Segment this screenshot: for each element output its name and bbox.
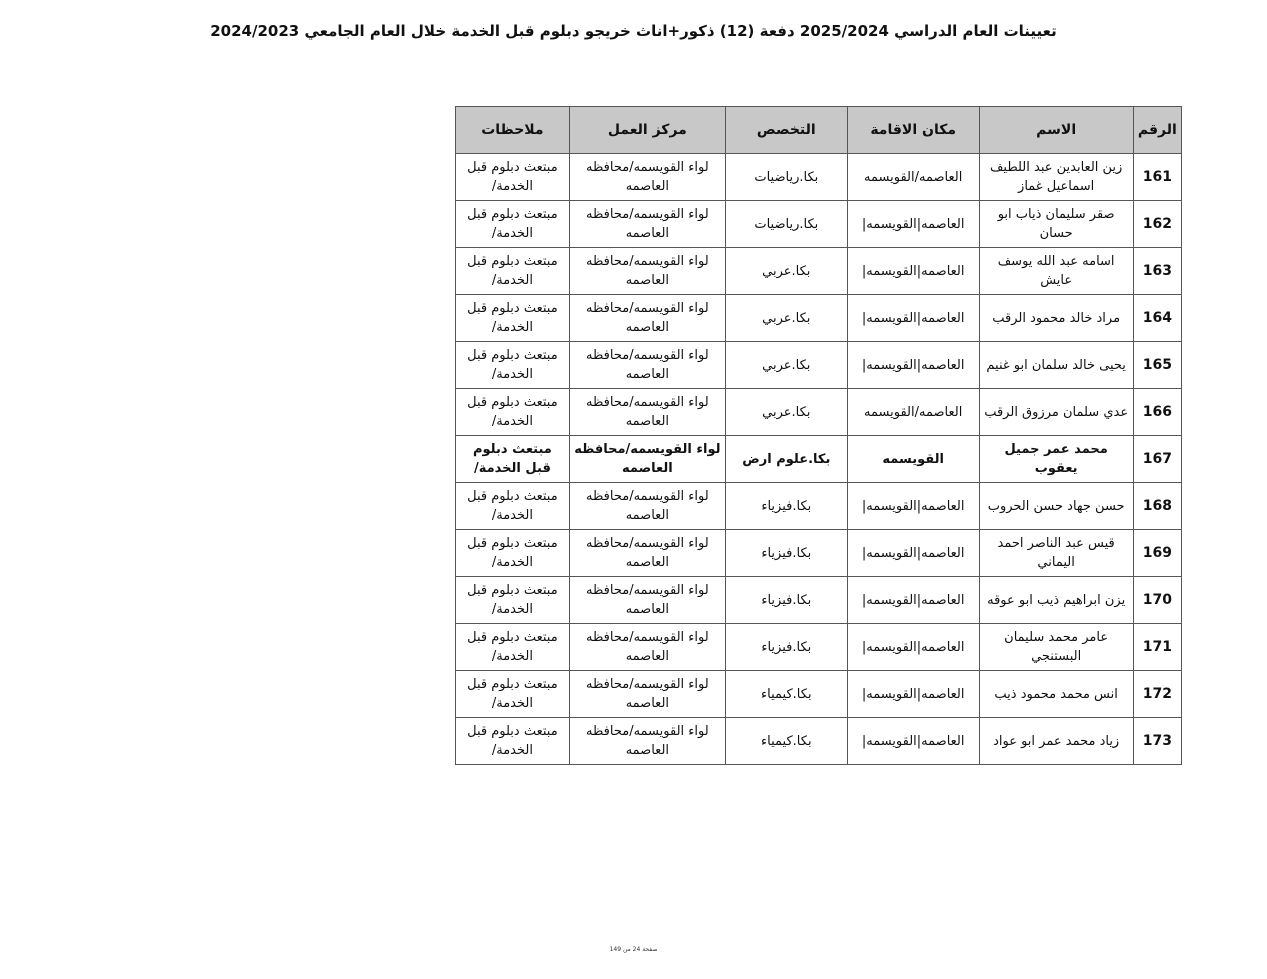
cell-notes: مبتعث دبلوم قبل الخدمة/ bbox=[456, 248, 570, 295]
cell-name: زياد محمد عمر ابو عواد bbox=[979, 718, 1133, 765]
cell-residence: العاصمه|القويسمه| bbox=[847, 201, 979, 248]
cell-notes: مبتعث دبلوم قبل الخدمة/ bbox=[456, 718, 570, 765]
cell-number: 170 bbox=[1133, 577, 1181, 624]
table-row bbox=[456, 154, 1182, 201]
cell-residence: العاصمه|القويسمه| bbox=[847, 718, 979, 765]
cell-specialization: بكا.فيزياء bbox=[725, 624, 847, 671]
cell-work-center: لواء القويسمه/محافظه العاصمه bbox=[569, 671, 725, 718]
cell-notes: مبتعث دبلوم قبل الخدمة/ bbox=[456, 530, 570, 577]
table-row bbox=[456, 389, 1182, 436]
cell-notes: مبتعث دبلوم قبل الخدمة/ bbox=[456, 154, 570, 201]
cell-number: 173 bbox=[1133, 718, 1181, 765]
cell-residence: العاصمه|القويسمه| bbox=[847, 624, 979, 671]
cell-specialization: بكا.عربي bbox=[725, 295, 847, 342]
table-row bbox=[456, 530, 1182, 577]
cell-number: 163 bbox=[1133, 248, 1181, 295]
cell-residence: العاصمه/القويسمه bbox=[847, 154, 979, 201]
cell-residence: العاصمه|القويسمه| bbox=[847, 577, 979, 624]
header-specialization: التخصص bbox=[725, 107, 847, 154]
cell-number: 169 bbox=[1133, 530, 1181, 577]
cell-residence: العاصمه|القويسمه| bbox=[847, 530, 979, 577]
cell-notes: مبتعث دبلوم قبل الخدمة/ bbox=[456, 295, 570, 342]
cell-residence: العاصمه|القويسمه| bbox=[847, 248, 979, 295]
cell-name: اسامه عبد الله يوسف عايش bbox=[979, 248, 1133, 295]
cell-residence: القويسمه bbox=[847, 436, 979, 483]
cell-specialization: بكا.فيزياء bbox=[725, 577, 847, 624]
cell-residence: العاصمه|القويسمه| bbox=[847, 342, 979, 389]
page-footer: صفحة 24 من 149 bbox=[609, 946, 658, 953]
cell-specialization: بكا.فيزياء bbox=[725, 483, 847, 530]
table-row bbox=[456, 671, 1182, 718]
cell-name: صقر سليمان ذياب ابو حسان bbox=[979, 201, 1133, 248]
cell-name: محمد عمر جميل يعقوب bbox=[979, 436, 1133, 483]
cell-specialization: بكا.رياضيات bbox=[725, 201, 847, 248]
cell-specialization: بكا.رياضيات bbox=[725, 154, 847, 201]
cell-notes: مبتعث دبلوم قبل الخدمة/ bbox=[456, 577, 570, 624]
cell-residence: العاصمه|القويسمه| bbox=[847, 483, 979, 530]
cell-name: يحيى خالد سلمان ابو غنيم bbox=[979, 342, 1133, 389]
cell-name: حسن جهاد حسن الحروب bbox=[979, 483, 1133, 530]
cell-name: عدي سلمان مرزوق الرقب bbox=[979, 389, 1133, 436]
cell-name: انس محمد محمود ذيب bbox=[979, 671, 1133, 718]
table-row bbox=[456, 248, 1182, 295]
cell-number: 164 bbox=[1133, 295, 1181, 342]
cell-name: زين العابدين عبد اللطيف اسماعيل غماز bbox=[979, 154, 1133, 201]
cell-work-center: لواء القويسمه/محافظه العاصمه bbox=[569, 483, 725, 530]
document-title: تعيينات العام الدراسي 2025/2024 دفعة (12) ذكور+اناث خريجو دبلوم قبل الخدمة خلال العام الجامعي 2024/2023 bbox=[210, 22, 1057, 40]
cell-work-center: لواء القويسمه/محافظه العاصمه bbox=[569, 295, 725, 342]
cell-specialization: بكا.علوم ارض bbox=[725, 436, 847, 483]
cell-number: 166 bbox=[1133, 389, 1181, 436]
cell-work-center: لواء القويسمه/محافظه العاصمه bbox=[569, 624, 725, 671]
cell-work-center: لواء القويسمه/محافظه العاصمه bbox=[569, 389, 725, 436]
cell-specialization: بكا.كيمياء bbox=[725, 671, 847, 718]
cell-specialization: بكا.فيزياء bbox=[725, 530, 847, 577]
header-number: الرقم bbox=[1133, 107, 1181, 154]
header-notes: ملاحظات bbox=[456, 107, 570, 154]
cell-specialization: بكا.كيمياء bbox=[725, 718, 847, 765]
cell-name: يزن ابراهيم ذيب ابو عوقه bbox=[979, 577, 1133, 624]
cell-number: 161 bbox=[1133, 154, 1181, 201]
table-row bbox=[456, 483, 1182, 530]
cell-number: 172 bbox=[1133, 671, 1181, 718]
cell-notes: مبتعث دبلوم قبل الخدمة/ bbox=[456, 389, 570, 436]
cell-number: 165 bbox=[1133, 342, 1181, 389]
cell-specialization: بكا.عربي bbox=[725, 248, 847, 295]
cell-notes: مبتعث دبلوم قبل الخدمة/ bbox=[456, 483, 570, 530]
cell-name: قيس عبد الناصر احمد اليماني bbox=[979, 530, 1133, 577]
cell-specialization: بكا.عربي bbox=[725, 342, 847, 389]
cell-name: مراد خالد محمود الرقب bbox=[979, 295, 1133, 342]
cell-work-center: لواء القويسمه/محافظه العاصمه bbox=[569, 154, 725, 201]
cell-work-center: لواء القويسمه/محافظه العاصمه bbox=[569, 718, 725, 765]
table-row bbox=[456, 295, 1182, 342]
cell-notes: مبتعث دبلوم قبل الخدمة/ bbox=[456, 201, 570, 248]
cell-residence: العاصمه|القويسمه| bbox=[847, 671, 979, 718]
cell-work-center: لواء القويسمه/محافظه العاصمه bbox=[569, 248, 725, 295]
cell-work-center: لواء القويسمه/محافظه العاصمه bbox=[569, 530, 725, 577]
cell-notes: مبتعث دبلوم قبل الخدمة/ bbox=[456, 671, 570, 718]
cell-name: عامر محمد سليمان البستنجي bbox=[979, 624, 1133, 671]
cell-work-center: لواء القويسمه/محافظه العاصمه bbox=[569, 201, 725, 248]
cell-residence: العاصمه|القويسمه| bbox=[847, 295, 979, 342]
header-work-center: مركز العمل bbox=[569, 107, 725, 154]
cell-number: 162 bbox=[1133, 201, 1181, 248]
table-row bbox=[456, 577, 1182, 624]
table-row bbox=[456, 624, 1182, 671]
table-row bbox=[456, 718, 1182, 765]
cell-number: 168 bbox=[1133, 483, 1181, 530]
cell-work-center: لواء القويسمه/محافظه العاصمه bbox=[569, 577, 725, 624]
table-row bbox=[456, 342, 1182, 389]
cell-residence: العاصمه/القويسمه bbox=[847, 389, 979, 436]
appointments-table bbox=[455, 106, 1182, 765]
cell-notes: مبتعث دبلوم قبل الخدمة/ bbox=[456, 436, 570, 483]
header-name: الاسم bbox=[979, 107, 1133, 154]
table-row bbox=[456, 436, 1182, 483]
cell-specialization: بكا.عربي bbox=[725, 389, 847, 436]
header-residence: مكان الاقامة bbox=[847, 107, 979, 154]
cell-work-center: لواء القويسمه/محافظه العاصمه bbox=[569, 436, 725, 483]
cell-work-center: لواء القويسمه/محافظه العاصمه bbox=[569, 342, 725, 389]
cell-number: 171 bbox=[1133, 624, 1181, 671]
cell-notes: مبتعث دبلوم قبل الخدمة/ bbox=[456, 624, 570, 671]
table-header-row bbox=[456, 107, 1182, 154]
cell-notes: مبتعث دبلوم قبل الخدمة/ bbox=[456, 342, 570, 389]
table-row bbox=[456, 201, 1182, 248]
cell-number: 167 bbox=[1133, 436, 1181, 483]
